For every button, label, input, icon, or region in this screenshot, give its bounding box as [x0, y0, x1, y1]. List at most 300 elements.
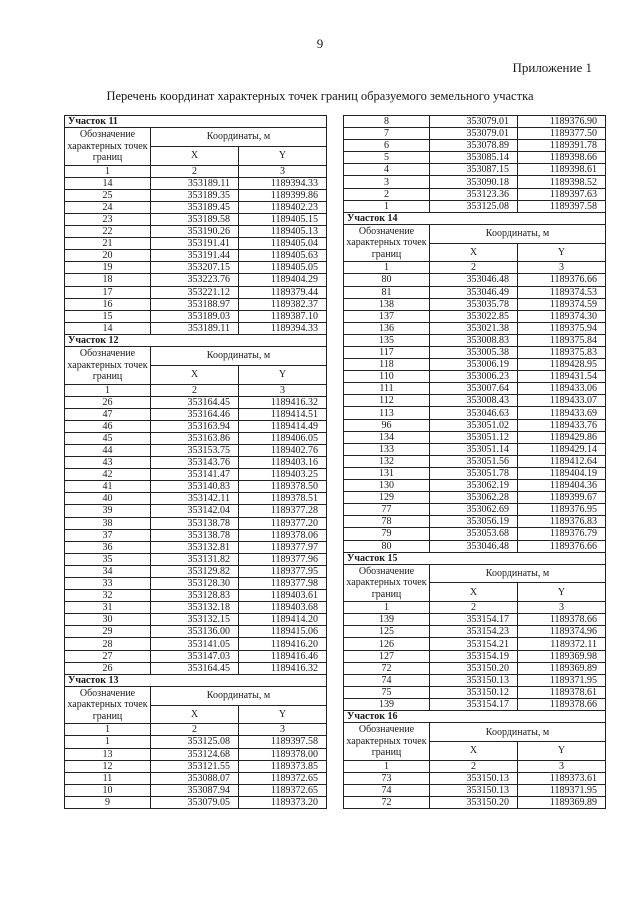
x-coordinate: 353191.41: [151, 238, 239, 250]
point-id: 132: [344, 455, 430, 467]
x-coordinate: 353163.94: [151, 420, 239, 432]
y-coordinate: 1189369.89: [518, 662, 606, 674]
y-coordinate: 1189376.83: [518, 516, 606, 528]
table-row: [65, 274, 327, 286]
x-coordinate: 353125.08: [151, 736, 239, 748]
column-number: 2: [151, 724, 239, 736]
header-row: [344, 564, 606, 583]
table-row: [344, 662, 606, 674]
table-row: [344, 116, 606, 128]
y-coordinate: 1189377.95: [239, 565, 327, 577]
column-number-row: [344, 602, 606, 614]
x-coordinate: 353154.23: [430, 626, 518, 638]
y-coordinate: 1189377.97: [239, 541, 327, 553]
table-row: [65, 298, 327, 310]
point-id: 45: [65, 432, 151, 444]
table-row: [65, 408, 327, 420]
x-header: X: [430, 741, 518, 760]
y-coordinate: 1189397.58: [239, 736, 327, 748]
y-header: Y: [518, 583, 606, 602]
x-coordinate: 353164.46: [151, 408, 239, 420]
x-coordinate: 353164.45: [151, 662, 239, 674]
table-row: [344, 128, 606, 140]
x-coordinate: 353164.45: [151, 396, 239, 408]
y-coordinate: 1189403.68: [239, 602, 327, 614]
x-coordinate: 353124.68: [151, 748, 239, 760]
section-heading-row: [344, 552, 606, 564]
point-designation-header: Обозначение характерных точек границ: [65, 347, 151, 385]
coordinates-table-left: [64, 115, 327, 809]
table-row: [344, 347, 606, 359]
column-number: 3: [239, 724, 327, 736]
point-id: 72: [344, 796, 430, 808]
point-id: 130: [344, 480, 430, 492]
table-row: [65, 481, 327, 493]
table-row: [344, 419, 606, 431]
x-coordinate: 353142.04: [151, 505, 239, 517]
table-row: [344, 140, 606, 152]
x-coordinate: 353221.12: [151, 286, 239, 298]
point-id: 18: [65, 274, 151, 286]
header-row: [65, 686, 327, 705]
point-id: 22: [65, 226, 151, 238]
table-row: [344, 516, 606, 528]
header-row: [344, 224, 606, 243]
section-title: Участок 14: [344, 212, 606, 224]
column-number-row: [65, 384, 327, 396]
table-row: [344, 188, 606, 200]
point-id: 81: [344, 286, 430, 298]
y-coordinate: 1189372.65: [239, 772, 327, 784]
table-row: [65, 565, 327, 577]
x-coordinate: 353078.89: [430, 140, 518, 152]
table-row: [65, 796, 327, 808]
y-header: Y: [239, 365, 327, 384]
point-id: 37: [65, 529, 151, 541]
y-coordinate: 1189412.64: [518, 455, 606, 467]
y-coordinate: 1189414.49: [239, 420, 327, 432]
point-id: 139: [344, 698, 430, 710]
y-coordinate: 1189371.95: [518, 784, 606, 796]
point-id: 80: [344, 540, 430, 552]
x-coordinate: 353143.76: [151, 457, 239, 469]
table-row: [65, 322, 327, 334]
table-row: [344, 164, 606, 176]
x-coordinate: 353207.15: [151, 262, 239, 274]
point-id: 31: [65, 602, 151, 614]
point-id: 111: [344, 383, 430, 395]
y-coordinate: 1189376.90: [518, 116, 606, 128]
point-id: 118: [344, 359, 430, 371]
point-id: 5: [344, 152, 430, 164]
table-row: [65, 226, 327, 238]
coordinates-header: Координаты, м: [430, 224, 606, 243]
table-row: [65, 469, 327, 481]
table-row: [65, 578, 327, 590]
x-coordinate: 353046.48: [430, 274, 518, 286]
point-id: 42: [65, 469, 151, 481]
x-coordinate: 353136.00: [151, 626, 239, 638]
coordinates-header: Координаты, м: [430, 723, 606, 742]
section-heading-row: [344, 212, 606, 224]
x-coordinate: 353150.13: [430, 772, 518, 784]
point-id: 26: [65, 396, 151, 408]
point-id: 40: [65, 493, 151, 505]
x-coordinate: 353053.68: [430, 528, 518, 540]
table-row: [344, 431, 606, 443]
table-row: [65, 396, 327, 408]
y-coordinate: 1189403.61: [239, 590, 327, 602]
x-coordinate: 353189.03: [151, 310, 239, 322]
x-coordinate: 353154.19: [430, 650, 518, 662]
point-id: 41: [65, 481, 151, 493]
x-coordinate: 353005.38: [430, 347, 518, 359]
y-coordinate: 1189402.76: [239, 444, 327, 456]
table-row: [344, 383, 606, 395]
table-row: [65, 444, 327, 456]
y-coordinate: 1189416.20: [239, 638, 327, 650]
table-row: [344, 455, 606, 467]
column-number: 3: [518, 262, 606, 274]
y-coordinate: 1189377.20: [239, 517, 327, 529]
x-coordinate: 353007.64: [430, 383, 518, 395]
y-header: Y: [239, 705, 327, 724]
table-row: [65, 638, 327, 650]
x-coordinate: 353154.21: [430, 638, 518, 650]
x-coordinate: 353188.97: [151, 298, 239, 310]
point-id: 12: [65, 760, 151, 772]
table-row: [344, 371, 606, 383]
section-heading-row: [344, 711, 606, 723]
y-coordinate: 1189371.95: [518, 674, 606, 686]
table-row: [65, 213, 327, 225]
point-id: 46: [65, 420, 151, 432]
y-coordinate: 1189377.28: [239, 505, 327, 517]
coordinates-header: Координаты, м: [430, 564, 606, 583]
x-coordinate: 353154.17: [430, 698, 518, 710]
y-coordinate: 1189377.50: [518, 128, 606, 140]
y-coordinate: 1189375.94: [518, 322, 606, 334]
column-number: 1: [65, 384, 151, 396]
x-coordinate: 353189.45: [151, 201, 239, 213]
table-row: [65, 457, 327, 469]
column-number: 3: [518, 760, 606, 772]
table-row: [344, 310, 606, 322]
coordinates-header: Координаты, м: [151, 686, 327, 705]
x-coordinate: 353046.63: [430, 407, 518, 419]
y-coordinate: 1189405.13: [239, 226, 327, 238]
y-coordinate: 1189405.05: [239, 262, 327, 274]
y-coordinate: 1189429.86: [518, 431, 606, 443]
table-row: [65, 286, 327, 298]
point-id: 38: [65, 517, 151, 529]
x-coordinate: 353189.35: [151, 189, 239, 201]
table-row: [344, 359, 606, 371]
table-row: [65, 626, 327, 638]
y-coordinate: 1189429.14: [518, 443, 606, 455]
column-number-row: [344, 262, 606, 274]
point-id: 7: [344, 128, 430, 140]
y-coordinate: 1189375.84: [518, 334, 606, 346]
table-row: [344, 467, 606, 479]
table-row: [65, 650, 327, 662]
x-coordinate: 353150.13: [430, 784, 518, 796]
x-coordinate: 353150.13: [430, 674, 518, 686]
point-id: 26: [65, 662, 151, 674]
y-coordinate: 1189372.65: [239, 784, 327, 796]
y-coordinate: 1189416.32: [239, 396, 327, 408]
table-row: [344, 443, 606, 455]
table-row: [344, 528, 606, 540]
table-row: [65, 614, 327, 626]
y-coordinate: 1189403.25: [239, 469, 327, 481]
x-coordinate: 353079.01: [430, 128, 518, 140]
x-coordinate: 353150.12: [430, 686, 518, 698]
y-coordinate: 1189378.66: [518, 614, 606, 626]
table-row: [65, 748, 327, 760]
point-designation-header: Обозначение характерных точек границ: [344, 564, 430, 602]
x-coordinate: 353006.19: [430, 359, 518, 371]
column-number: 1: [65, 724, 151, 736]
y-coordinate: 1189376.79: [518, 528, 606, 540]
point-id: 32: [65, 590, 151, 602]
y-coordinate: 1189405.04: [239, 238, 327, 250]
x-coordinate: 353062.69: [430, 504, 518, 516]
table-row: [344, 286, 606, 298]
table-row: [344, 492, 606, 504]
y-header: Y: [518, 741, 606, 760]
y-coordinate: 1189378.00: [239, 748, 327, 760]
point-designation-header: Обозначение характерных точек границ: [65, 128, 151, 166]
column-number: 1: [344, 760, 430, 772]
x-coordinate: 353128.83: [151, 590, 239, 602]
table-row: [65, 432, 327, 444]
y-coordinate: 1189433.07: [518, 395, 606, 407]
x-coordinate: 353008.43: [430, 395, 518, 407]
point-designation-header: Обозначение характерных точек границ: [344, 723, 430, 761]
point-id: 44: [65, 444, 151, 456]
y-coordinate: 1189398.61: [518, 164, 606, 176]
x-coordinate: 353051.56: [430, 455, 518, 467]
point-id: 43: [65, 457, 151, 469]
y-coordinate: 1189374.30: [518, 310, 606, 322]
point-id: 4: [344, 164, 430, 176]
x-coordinate: 353051.02: [430, 419, 518, 431]
point-id: 39: [65, 505, 151, 517]
point-id: 14: [65, 322, 151, 334]
x-coordinate: 353223.76: [151, 274, 239, 286]
point-id: 138: [344, 298, 430, 310]
table-row: [65, 590, 327, 602]
column-number-row: [65, 724, 327, 736]
table-row: [65, 602, 327, 614]
x-coordinate: 353085.14: [430, 152, 518, 164]
table-row: [344, 650, 606, 662]
x-header: X: [151, 146, 239, 165]
point-id: 21: [65, 238, 151, 250]
x-coordinate: 353051.12: [430, 431, 518, 443]
table-row: [344, 626, 606, 638]
x-coordinate: 353046.48: [430, 540, 518, 552]
y-coordinate: 1189433.06: [518, 383, 606, 395]
x-coordinate: 353140.83: [151, 481, 239, 493]
y-coordinate: 1189377.96: [239, 553, 327, 565]
x-coordinate: 353131.82: [151, 553, 239, 565]
x-coordinate: 353125.08: [430, 200, 518, 212]
point-id: 33: [65, 578, 151, 590]
section-title: Участок 12: [65, 334, 327, 346]
y-coordinate: 1189376.66: [518, 540, 606, 552]
point-id: 80: [344, 274, 430, 286]
table-row: [344, 614, 606, 626]
point-id: 77: [344, 504, 430, 516]
y-coordinate: 1189372.11: [518, 638, 606, 650]
point-id: 139: [344, 614, 430, 626]
document-title: Перечень координат характерных точек границ образуемого земельного участка: [106, 89, 534, 103]
table-row: [344, 322, 606, 334]
y-coordinate: 1189394.33: [239, 322, 327, 334]
point-id: 28: [65, 638, 151, 650]
coordinates-header: Координаты, м: [151, 347, 327, 366]
x-coordinate: 353189.11: [151, 322, 239, 334]
point-designation-header: Обозначение характерных точек границ: [344, 224, 430, 262]
y-coordinate: 1189373.61: [518, 772, 606, 784]
point-id: 17: [65, 286, 151, 298]
point-id: 23: [65, 213, 151, 225]
table-row: [65, 310, 327, 322]
column-number: 3: [239, 384, 327, 396]
x-coordinate: 353087.94: [151, 784, 239, 796]
y-coordinate: 1189415.06: [239, 626, 327, 638]
point-id: 15: [65, 310, 151, 322]
point-id: 74: [344, 674, 430, 686]
y-coordinate: 1189374.53: [518, 286, 606, 298]
section-heading-row: [65, 116, 327, 128]
x-coordinate: 353189.58: [151, 213, 239, 225]
right-coordinates-column: [343, 115, 605, 809]
point-id: 29: [65, 626, 151, 638]
point-id: 129: [344, 492, 430, 504]
table-row: [344, 152, 606, 164]
table-row: [65, 772, 327, 784]
point-id: 136: [344, 322, 430, 334]
point-id: 20: [65, 250, 151, 262]
x-coordinate: 353123.36: [430, 188, 518, 200]
x-coordinate: 353191.44: [151, 250, 239, 262]
y-coordinate: 1189431.54: [518, 371, 606, 383]
x-coordinate: 353062.28: [430, 492, 518, 504]
point-id: 11: [65, 772, 151, 784]
y-coordinate: 1189397.63: [518, 188, 606, 200]
table-row: [65, 529, 327, 541]
y-coordinate: 1189428.95: [518, 359, 606, 371]
x-coordinate: 353141.05: [151, 638, 239, 650]
table-row: [344, 674, 606, 686]
y-coordinate: 1189376.66: [518, 274, 606, 286]
y-coordinate: 1189404.36: [518, 480, 606, 492]
point-id: 134: [344, 431, 430, 443]
point-id: 126: [344, 638, 430, 650]
table-row: [65, 262, 327, 274]
y-coordinate: 1189405.63: [239, 250, 327, 262]
x-coordinate: 353088.07: [151, 772, 239, 784]
y-header: Y: [239, 146, 327, 165]
point-id: 117: [344, 347, 430, 359]
column-number-row: [344, 760, 606, 772]
point-id: 79: [344, 528, 430, 540]
y-coordinate: 1189404.29: [239, 274, 327, 286]
y-coordinate: 1189416.32: [239, 662, 327, 674]
point-id: 131: [344, 467, 430, 479]
point-id: 14: [65, 177, 151, 189]
table-row: [65, 517, 327, 529]
x-coordinate: 353129.82: [151, 565, 239, 577]
table-row: [65, 505, 327, 517]
point-designation-header: Обозначение характерных точек границ: [65, 686, 151, 724]
section-title: Участок 15: [344, 552, 606, 564]
y-coordinate: 1189378.51: [239, 493, 327, 505]
point-id: 36: [65, 541, 151, 553]
y-coordinate: 1189378.66: [518, 698, 606, 710]
point-id: 2: [344, 188, 430, 200]
point-id: 133: [344, 443, 430, 455]
table-row: [65, 784, 327, 796]
x-coordinate: 353189.11: [151, 177, 239, 189]
y-coordinate: 1189433.76: [518, 419, 606, 431]
y-coordinate: 1189397.58: [518, 200, 606, 212]
point-id: 78: [344, 516, 430, 528]
x-coordinate: 353132.81: [151, 541, 239, 553]
x-coordinate: 353153.75: [151, 444, 239, 456]
point-id: 9: [65, 796, 151, 808]
point-id: 73: [344, 772, 430, 784]
point-id: 16: [65, 298, 151, 310]
x-header: X: [151, 705, 239, 724]
header-row: [65, 128, 327, 147]
table-row: [65, 250, 327, 262]
x-coordinate: 353150.20: [430, 796, 518, 808]
left-coordinates-column: [64, 115, 326, 809]
point-id: 19: [65, 262, 151, 274]
table-row: [344, 298, 606, 310]
x-coordinate: 353154.17: [430, 614, 518, 626]
point-id: 47: [65, 408, 151, 420]
y-coordinate: 1189376.95: [518, 504, 606, 516]
x-coordinate: 353163.86: [151, 432, 239, 444]
table-row: [344, 395, 606, 407]
table-row: [65, 189, 327, 201]
header-row: [344, 723, 606, 742]
section-title: Участок 11: [65, 116, 327, 128]
point-id: 1: [65, 736, 151, 748]
table-row: [344, 200, 606, 212]
column-number: 2: [430, 760, 518, 772]
point-id: 110: [344, 371, 430, 383]
point-id: 13: [65, 748, 151, 760]
x-coordinate: 353008.83: [430, 334, 518, 346]
x-coordinate: 353142.11: [151, 493, 239, 505]
column-number: 1: [344, 602, 430, 614]
x-coordinate: 353051.14: [430, 443, 518, 455]
x-coordinate: 353132.15: [151, 614, 239, 626]
table-row: [344, 540, 606, 552]
x-coordinate: 353190.26: [151, 226, 239, 238]
y-coordinate: 1189416.46: [239, 650, 327, 662]
point-id: 72: [344, 662, 430, 674]
point-id: 6: [344, 140, 430, 152]
y-coordinate: 1189374.96: [518, 626, 606, 638]
x-coordinate: 353087.15: [430, 164, 518, 176]
